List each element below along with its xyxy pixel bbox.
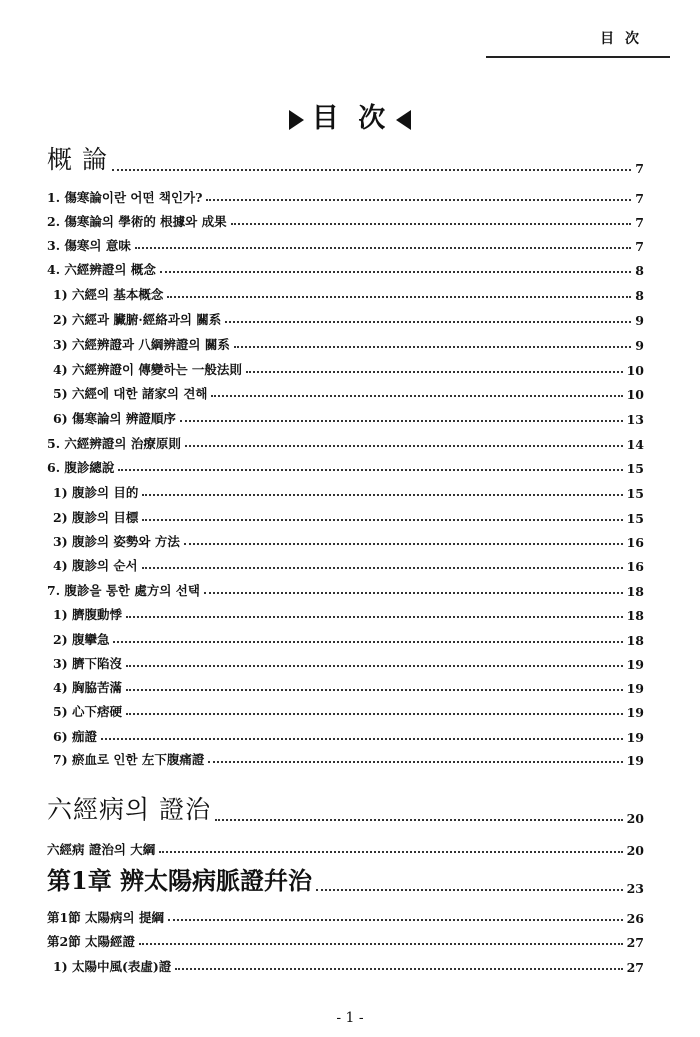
toc-page: 27 [626,935,644,950]
toc-entry [53,285,644,303]
toc-page: 9 [635,338,644,353]
toc-page: 19 [626,657,644,672]
leader-dots [185,445,623,447]
toc-page: 18 [626,584,644,599]
leader-dots [160,271,631,273]
leader-dots [168,919,623,921]
toc-entry [53,957,644,975]
toc-entry [53,384,644,402]
leader-dots [204,592,623,594]
toc-label: 2) 腹診의 目標 [53,510,139,525]
leader-dots [167,296,631,298]
toc-label: 4) 胸脇苦滿 [53,680,122,695]
toc-label: 2) 腹攣急 [53,632,110,647]
toc-label: 6) 痂證 [53,729,97,744]
toc-label: 4) 腹診의 순서 [53,558,138,573]
toc-page: 19 [626,730,644,745]
toc-entry [47,581,644,599]
toc-page: 7 [635,215,644,230]
leader-dots [142,519,622,521]
toc-entry [53,654,644,672]
toc-part-heading [47,796,644,826]
toc-label: 3) 腹診의 姿勢와 方法 [53,534,180,549]
leader-dots [246,371,623,373]
toc-entry [47,458,644,476]
toc-page: 18 [626,608,644,623]
toc-entry [47,840,644,858]
toc-page: 15 [626,486,644,501]
toc-page: 9 [635,313,644,328]
leader-dots [126,713,623,715]
toc-chapter-heading [47,864,644,896]
toc-entry [47,260,644,278]
leader-dots [139,943,623,945]
toc-entry [47,908,644,926]
leader-dots [135,247,631,249]
toc-page: 19 [626,681,644,696]
toc-page: 16 [626,559,644,574]
toc-entry [53,508,644,526]
toc-page: 14 [626,437,644,452]
toc-page: 23 [626,881,644,896]
toc-entry [53,360,644,378]
toc-label: 第2節 太陽經證 [47,934,136,949]
toc-entry [53,727,644,745]
leader-dots [208,761,622,763]
leader-dots [184,543,623,545]
toc-entry [53,335,644,353]
leader-dots [126,665,623,667]
toc-entry [53,409,644,427]
page-number: - 1 - [336,1010,364,1026]
leader-dots [211,395,622,397]
toc-label: 6) 傷寒論의 辨證順序 [53,411,176,426]
toc-page: 19 [626,705,644,720]
toc-label: 2) 六經과 臟腑·經絡과의 關系 [53,312,222,327]
leader-dots [225,321,631,323]
toc-entry [53,605,644,623]
toc-page: 7 [635,161,644,176]
toc-label: 3) 六經辨證과 八綱辨證의 關系 [53,337,230,352]
toc-entry [47,932,644,950]
toc-label: 5. 六經辨證의 治療原則 [47,436,181,451]
leader-dots [159,851,622,853]
toc-page: 26 [626,911,644,926]
toc-entry [53,556,644,574]
toc-label: 六經病 證治의 大綱 [47,842,156,857]
toc-label: 第1節 太陽病의 提綱 [47,910,164,925]
leader-dots [206,199,631,201]
toc-page: 7 [635,239,644,254]
toc-label: 第1章 辨太陽病脈證幷治 [47,866,313,895]
toc-label: 3) 臍下陷沒 [53,656,122,671]
toc-entry [53,310,644,328]
leader-dots [118,469,622,471]
toc-page: 16 [626,535,644,550]
toc-page: 8 [635,263,644,278]
toc-label: 1) 太陽中風(表虛)證 [53,959,172,974]
leader-dots [126,616,623,618]
toc-page: 27 [626,960,644,975]
leader-dots [142,494,622,496]
page-title-text: 目 次 [311,103,391,134]
running-head-text: 目 次 [600,31,642,47]
toc-entry [53,630,644,648]
toc-page: 20 [626,811,644,826]
toc-page: 15 [626,511,644,526]
toc-label: 7) 瘀血로 인한 左下腹痛證 [53,752,205,767]
toc-entry [47,434,644,452]
toc-page: 18 [626,633,644,648]
toc-label: 5) 心下痞硬 [53,704,122,719]
toc-label: 1) 腹診의 目的 [53,485,139,500]
leader-dots [126,689,623,691]
leader-dots [175,968,622,970]
toc-label: 1) 六經의 基本概念 [53,287,164,302]
toc-page: 20 [626,843,644,858]
toc-entry [53,750,644,768]
toc-page: 10 [626,363,644,378]
toc-page: 8 [635,288,644,303]
toc-label: 1) 臍腹動悸 [53,607,122,622]
leader-dots [101,738,623,740]
toc-label: 3. 傷寒의 意味 [47,238,131,253]
toc-label: 概 論 [47,145,108,174]
toc-page: 7 [635,191,644,206]
leader-dots [231,223,632,225]
toc-label: 1. 傷寒論이란 어떤 책인가? [47,190,203,205]
toc-label: 4) 六經辨證이 傳變하는 一般法則 [53,362,242,377]
toc-part-heading [47,146,644,176]
toc-label: 2. 傷寒論의 學術的 根據와 成果 [47,214,227,229]
toc-page: 15 [626,461,644,476]
leader-dots [316,889,623,891]
leader-dots [234,346,631,348]
toc-label: 7. 腹診을 통한 處方의 선택 [47,583,200,598]
toc-entry [53,678,644,696]
toc-label: 六經病의 證治 [47,795,212,824]
toc-entry [53,483,644,501]
leader-dots [142,567,623,569]
toc-entry [53,702,644,720]
toc-page: 10 [626,387,644,402]
toc-label: 4. 六經辨證의 概念 [47,262,156,277]
toc-page: 19 [626,753,644,768]
toc-entry [47,236,644,254]
toc-entry [53,532,644,550]
leader-dots [113,641,622,643]
toc-label: 6. 腹診總說 [47,460,115,475]
leader-dots [112,169,631,171]
leader-dots [180,420,623,422]
toc-entry [47,212,644,230]
toc-label: 5) 六經에 대한 諸家의 견해 [53,386,208,401]
toc-page: 13 [626,412,644,427]
toc-entry [47,188,644,206]
leader-dots [215,819,622,821]
